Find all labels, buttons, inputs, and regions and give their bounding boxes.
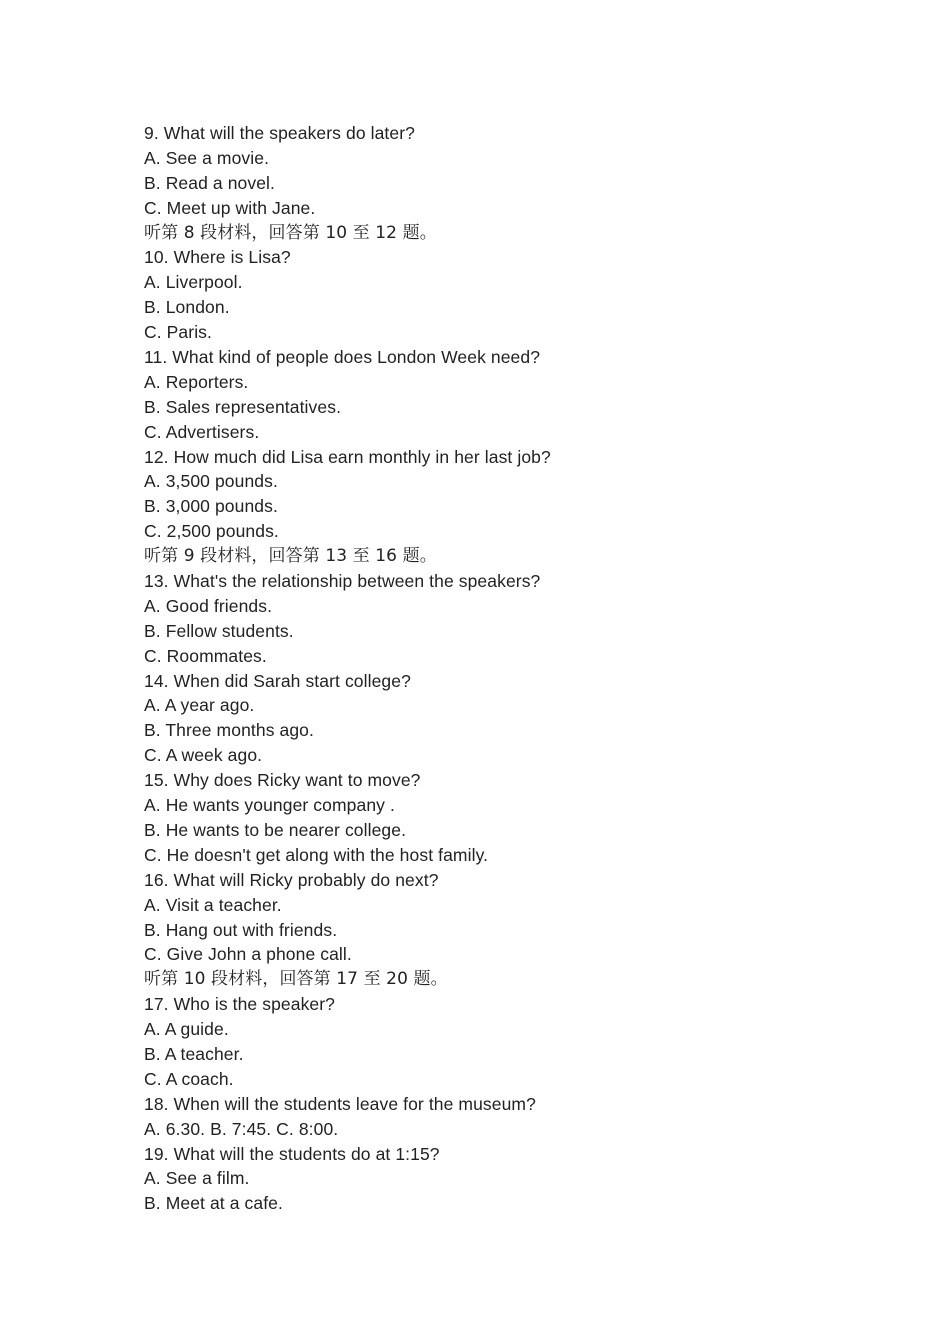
option-14a: A. A year ago. — [144, 695, 255, 716]
option-17c: C. A coach. — [144, 1068, 234, 1089]
option-9b: B. Read a novel. — [144, 172, 275, 193]
option-17a: A. A guide. — [144, 1019, 229, 1040]
option-12c: C. 2,500 pounds. — [144, 521, 279, 542]
option-15c: C. He doesn't get along with the host family. — [144, 844, 489, 865]
option-9a: A. See a movie. — [144, 147, 270, 168]
option-17b: B. A teacher. — [144, 1043, 244, 1064]
option-16c: C. Give John a phone call. — [144, 944, 352, 965]
option-13a: A. Good friends. — [144, 595, 273, 616]
option-19a: A. See a film. — [144, 1168, 250, 1189]
question-18: 18. When will the students leave for the museum? — [144, 1093, 536, 1114]
option-11b: B. Sales representatives. — [144, 396, 342, 417]
option-16a: A. Visit a teacher. — [144, 894, 282, 915]
question-13: 13. What's the relationship between the speakers? — [144, 571, 541, 592]
option-10a: A. Liverpool. — [144, 272, 243, 293]
option-10b: B. London. — [144, 297, 230, 318]
section-heading-8: 听第 8 段材料，回答第 10 至 12 题。 — [144, 222, 437, 243]
option-14c: C. A week ago. — [144, 745, 263, 766]
option-15a: A. He wants younger company . — [144, 795, 395, 816]
option-11a: A. Reporters. — [144, 371, 249, 392]
option-14b: B. Three months ago. — [144, 720, 314, 741]
section-heading-10: 听第 10 段材料，回答第 17 至 20 题。 — [144, 969, 448, 990]
option-16b: B. Hang out with friends. — [144, 919, 338, 940]
question-12: 12. How much did Lisa earn monthly in her last job? — [144, 446, 551, 467]
question-15: 15. Why does Ricky want to move? — [144, 770, 421, 791]
option-10c: C. Paris. — [144, 322, 212, 343]
option-15b: B. He wants to be nearer college. — [144, 819, 407, 840]
question-16: 16. What will Ricky probably do next? — [144, 869, 439, 890]
question-11: 11. What kind of people does London Week need? — [144, 347, 541, 368]
option-9c: C. Meet up with Jane. — [144, 197, 316, 218]
option-12a: A. 3,500 pounds. — [144, 471, 278, 492]
question-14: 14. When did Sarah start college? — [144, 670, 411, 691]
option-11c: C. Advertisers. — [144, 421, 260, 442]
document-page — [144, 121, 844, 1216]
question-9: 9. What will the speakers do later? — [144, 123, 415, 143]
question-19: 19. What will the students do at 1:15? — [144, 1143, 440, 1164]
option-13c: C. Roommates. — [144, 645, 267, 666]
question-17: 17. Who is the speaker? — [144, 994, 336, 1015]
question-10: 10. Where is Lisa? — [144, 247, 291, 268]
option-12b: B. 3,000 pounds. — [144, 496, 278, 517]
option-13b: B. Fellow students. — [144, 620, 294, 641]
option-19b: B. Meet at a cafe. — [144, 1193, 283, 1214]
section-heading-9: 听第 9 段材料，回答第 13 至 16 题。 — [144, 546, 437, 567]
options-18: A. 6.30. B. 7:45. C. 8:00. — [144, 1118, 339, 1139]
